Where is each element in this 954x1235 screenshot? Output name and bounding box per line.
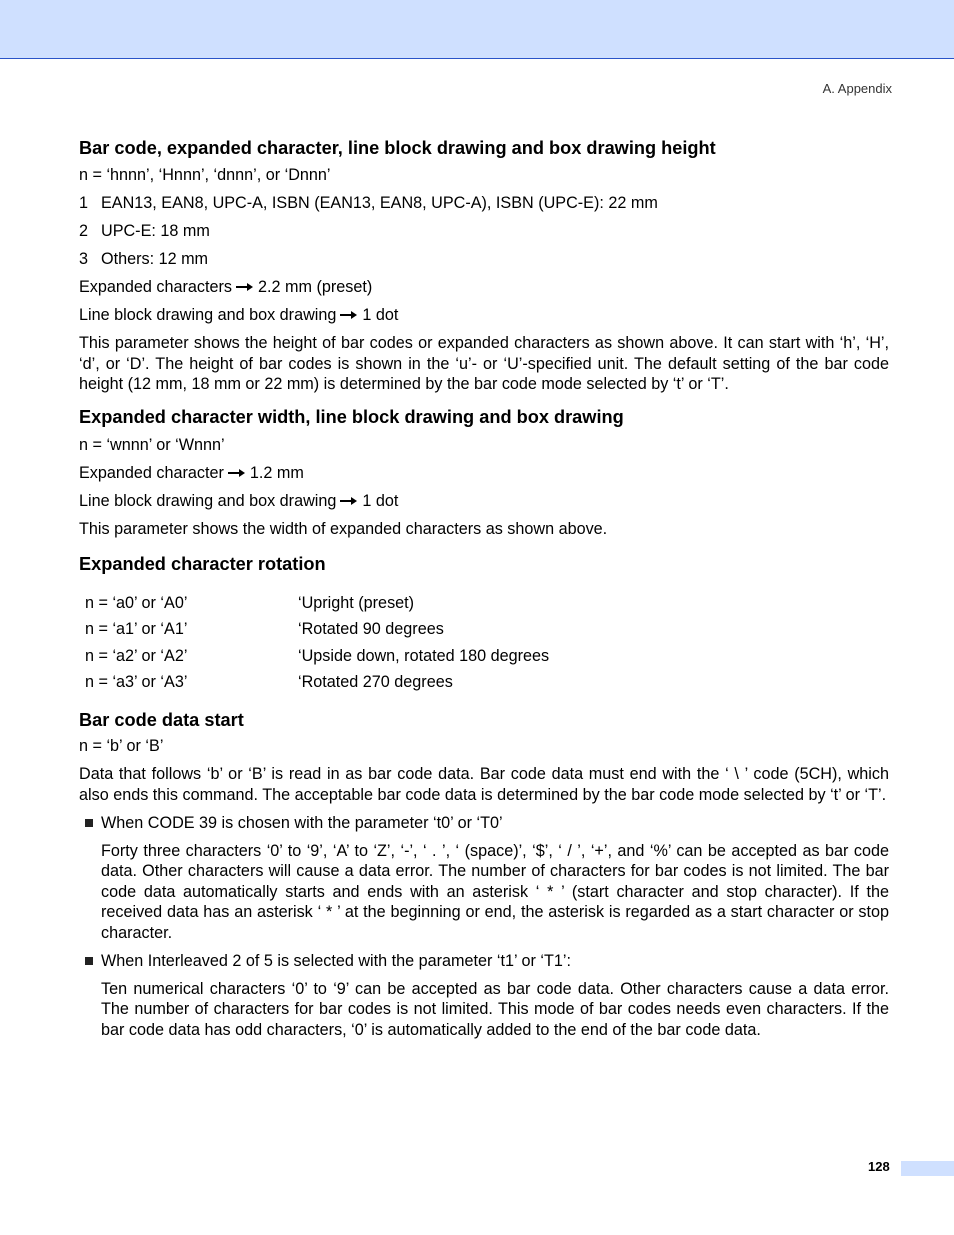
expanded-value: 2.2 mm (preset)	[257, 278, 373, 296]
page-tab	[901, 1161, 954, 1176]
right-arrow-icon	[336, 305, 362, 326]
bullet-body: Ten numerical characters ‘0’ to ‘9’ can be accepted as bar code data. Other characters cause a data error. The number of characters for bar codes is not limited. This mode of bar codes needs even characters. If the bar code data has odd characters, ‘0’ is automatically added to the end of the bar code data.	[101, 979, 889, 1039]
running-head: A. Appendix	[822, 81, 892, 96]
bullet-heading: When Interleaved 2 of 5 is selected with the parameter ‘t1’ or ‘T1’:	[101, 951, 571, 970]
rotation-meaning: ‘Upside down, rotated 180 degrees	[298, 646, 550, 665]
square-bullet-icon	[85, 819, 93, 827]
rotation-param: n = ‘a0’ or ‘A0’	[85, 594, 188, 612]
list-text: Others: 12 mm	[101, 250, 209, 268]
description-height: This parameter shows the height of bar codes or expanded characters as shown above. It can start with ‘h’, ‘H’, ‘d’, or ‘D’. The height of bar codes is shown in the ‘u’- or ‘U’-specified unit. The default setting of the bar code height (12 mm, 18 mm or 22 mm) is determined by the bar code mode selected by ‘t’ or ‘T’.	[79, 334, 889, 393]
list-number: 1	[79, 194, 89, 212]
bullet-item	[79, 813, 889, 834]
rotation-meaning: ‘Rotated 270 degrees	[298, 672, 453, 691]
rotation-param: n = ‘a2’ or ‘A2’	[85, 646, 188, 665]
square-bullet-icon	[85, 957, 93, 965]
bullet-body: Forty three characters ‘0’ to ‘9’, ‘A’ to ‘Z’, ‘-’, ‘ . ’, ‘ (space)’, ‘$’, ‘ / ’, ‘+’, and ‘%’ can be accepted as bar code data. Other characters will cause a data error. The number of characters for bar codes is not limited. The bar code data automatically starts and ends with an asterisk ‘ * ’ (start character and stop character). If the received data has an asterisk ‘ * ’ at the beginning or end, the asterisk is regarded as a start character or stop character.	[101, 841, 889, 942]
line-width-line	[79, 491, 889, 512]
expanded-width-line	[79, 463, 889, 484]
expanded-label: Expanded character	[79, 463, 224, 482]
rotation-param: n = ‘a3’ or ‘A3’	[85, 672, 188, 691]
description-data-start: Data that follows ‘b’ or ‘B’ is read in as bar code data. Bar code data must end with the ‘ \ ’ code (5CH), which also ends this command. The acceptable bar code data is determined by the bar code mode selected by ‘t’ or ‘T’.	[79, 765, 889, 804]
list-text: EAN13, EAN8, UPC-A, ISBN (EAN13, EAN8, UPC-A), ISBN (UPC-E): 22 mm	[101, 194, 658, 212]
list-item	[79, 249, 889, 270]
bullet-item	[79, 951, 889, 972]
table-row	[85, 672, 889, 698]
right-arrow-icon	[336, 491, 362, 512]
line-value: 1 dot	[362, 306, 399, 324]
line-height-line	[79, 305, 889, 326]
page-content	[79, 136, 889, 1048]
rotation-meaning: ‘Rotated 90 degrees	[298, 620, 444, 639]
table-row	[85, 593, 889, 619]
header-band	[0, 0, 954, 59]
right-arrow-icon	[224, 463, 250, 484]
param-height: n = ‘hnnn’, ‘Hnnn’, ‘dnnn’, or ‘Dnnn’	[79, 166, 331, 184]
section-title-data-start: Bar code data start	[79, 710, 244, 731]
right-arrow-icon	[232, 277, 258, 298]
table-row	[85, 619, 889, 645]
section-title-rotation: Expanded character rotation	[79, 554, 326, 574]
description-width: This parameter shows the width of expanded characters as shown above.	[79, 519, 608, 538]
bullet-heading: When CODE 39 is chosen with the parameter ‘t0’ or ‘T0’	[101, 813, 503, 832]
list-number: 2	[79, 222, 89, 240]
table-row	[85, 646, 889, 672]
rotation-param: n = ‘a1’ or ‘A1’	[85, 620, 188, 639]
list-text: UPC-E: 18 mm	[101, 222, 210, 240]
line-label: Line block drawing and box drawing	[79, 491, 337, 510]
rotation-meaning: ‘Upright (preset)	[298, 594, 415, 612]
expanded-value: 1.2 mm	[249, 463, 304, 482]
list-number: 3	[79, 250, 89, 268]
expanded-height-line	[79, 277, 889, 298]
param-width: n = ‘wnnn’ or ‘Wnnn’	[79, 435, 225, 454]
page-number: 128	[868, 1159, 890, 1174]
list-item	[79, 193, 889, 214]
param-data-start: n = ‘b’ or ‘B’	[79, 737, 164, 756]
line-value: 1 dot	[362, 491, 399, 510]
section-title-height: Bar code, expanded character, line block drawing and box drawing height	[79, 138, 716, 158]
list-item	[79, 221, 889, 242]
expanded-label: Expanded characters	[79, 278, 232, 296]
line-label: Line block drawing and box drawing	[79, 306, 337, 324]
section-title-width: Expanded character width, line block drawing and box drawing	[79, 406, 624, 427]
rotation-table	[85, 593, 889, 698]
